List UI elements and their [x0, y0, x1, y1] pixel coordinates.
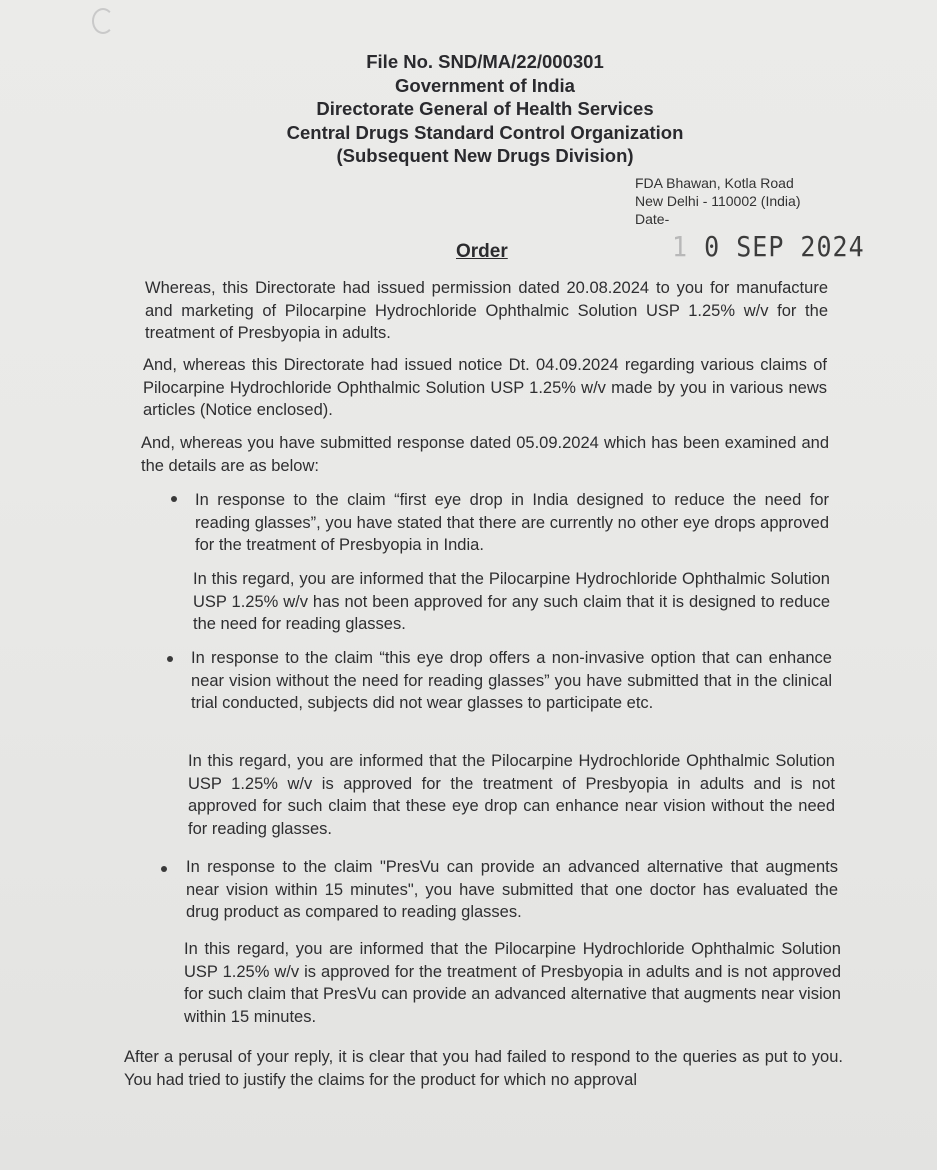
address-line-2: New Delhi - 110002 (India) — [635, 193, 801, 209]
paragraph-permission: Whereas, this Directorate had issued permission dated 20.08.2024 to you for manufacture and marketing of Pilocarpine Hydrochloride Ophthalmic Solution USP 1.25% w/v for the treatment of Presbyopia in adults. — [145, 279, 828, 342]
bullet-claim-1: In response to the claim “first eye drop in India designed to reduce the need for reading glasses”, you have stated that there are currently no other eye drops approved for the treatment of Presbyopia in India. — [195, 491, 829, 554]
punch-hole-mark — [92, 8, 114, 34]
bullet-reply-2: In this regard, you are informed that the Pilocarpine Hydrochloride Ophthalmic Solution USP 1.25% w/v is approved for the treatment of Presbyopia in adults and is not approved for such claim that these eye drop can enhance near vision without the need for reading glasses. — [188, 752, 835, 838]
paragraph-response: And, whereas you have submitted response dated 05.09.2024 which has been examined and the details are as below: — [141, 434, 829, 475]
address-line-1: FDA Bhawan, Kotla Road — [635, 175, 794, 191]
government-name: Government of India — [395, 74, 575, 96]
bullet-claim-2: In response to the claim “this eye drop offers a non-invasive option that can enhance near vision without the need for reading glasses” you have submitted that in the clinical trial conducted, subjects did not wear glasses to participate etc. — [191, 649, 832, 712]
organization-name: Central Drugs Standard Control Organization — [286, 121, 684, 143]
date-stamp-text: 0 SEP 2024 — [704, 230, 865, 263]
bullet-claim-3: In response to the claim "PresVu can provide an advanced alternative that augments near vision within 15 minutes", you have submitted that one doctor has evaluated the drug product as compared to reading glasses. — [186, 858, 838, 921]
letterhead — [200, 50, 770, 168]
bullet-reply-1: In this regard, you are informed that the Pilocarpine Hydrochloride Ophthalmic Solution USP 1.25% w/v has not been approved for any such claim that it is designed to reduce the need for reading glasses. — [193, 570, 830, 633]
bullet-marker — [171, 496, 177, 502]
date-label: Date- — [635, 211, 670, 227]
file-number: File No. SND/MA/22/000301 — [366, 51, 604, 72]
date-stamp — [672, 230, 865, 262]
division-name: (Subsequent New Drugs Division) — [336, 145, 634, 166]
directorate-name: Directorate General of Health Services — [316, 98, 654, 119]
office-address — [635, 174, 801, 228]
bullet-marker — [167, 656, 173, 662]
paragraph-conclusion: After a perusal of your reply, it is clear that you had failed to respond to the queries as put to you. You had tried to justify the claims for the product for which no approval — [124, 1048, 843, 1089]
date-stamp-faint-digit: 1 — [672, 230, 689, 263]
bullet-reply-3: In this regard, you are informed that the Pilocarpine Hydrochloride Ophthalmic Solution USP 1.25% w/v is approved for the treatment of Presbyopia in adults and is not approved for such claim that PresVu can provide an advanced alternative that augments near vision within 15 minutes. — [184, 940, 841, 1026]
bullet-marker — [161, 866, 167, 872]
order-title: Order — [456, 241, 508, 262]
paragraph-notice: And, whereas this Directorate had issued notice Dt. 04.09.2024 regarding various claims of Pilocarpine Hydrochloride Ophthalmic Solution USP 1.25% w/v made by you in various news articles (Notice enclosed). — [143, 356, 827, 419]
